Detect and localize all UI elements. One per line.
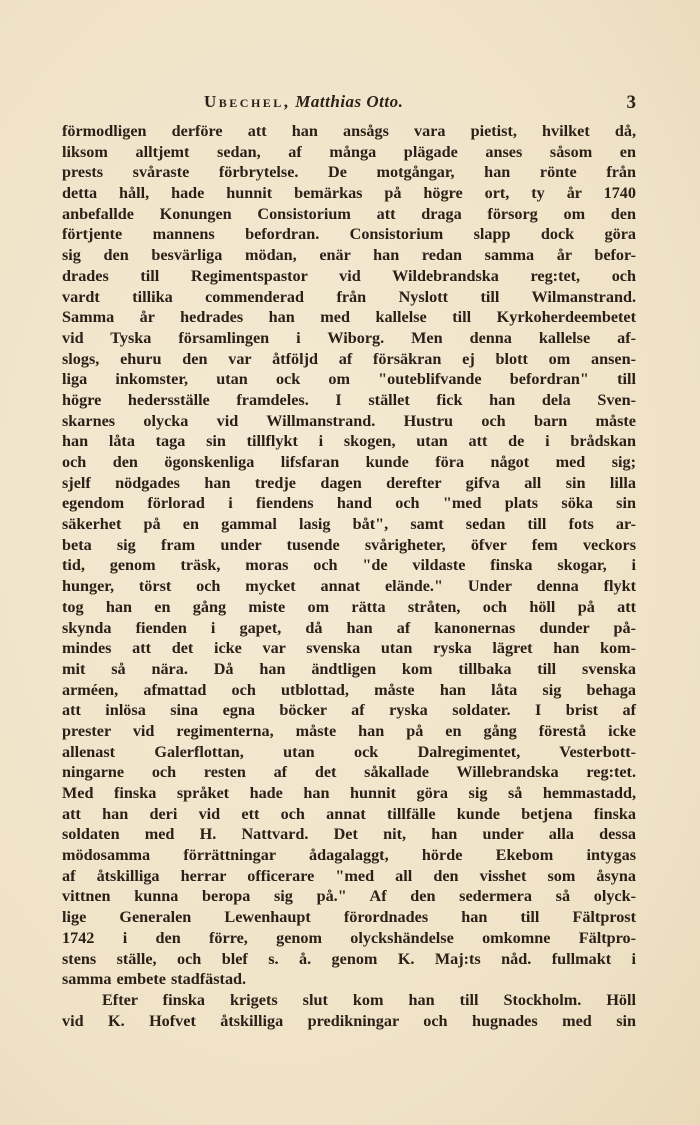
- text-line: drades till Regimentspastor vid Wildebrandska reg:tet, och: [62, 266, 636, 285]
- text-line: Efter finska krigets slut kom han till Stockholm. Höll: [102, 990, 636, 1009]
- text-line: samma embete stadfästad.: [62, 970, 247, 989]
- text-line: allenast Galerflottan, utan ock Dalregimentet, Vesterbott-: [62, 742, 636, 761]
- text-line: tog han en gång miste om rätta stråten, och höll på att: [62, 597, 636, 616]
- text-line: att inlösa sina egna böcker af ryska soldater. I brist af: [62, 701, 636, 720]
- text-line: mindes att det icke var svenska utan ryska lägret han kom-: [62, 639, 636, 658]
- text-line: mödosamma förrättningar ådagalaggt, hörde Ekebom intygas: [62, 846, 636, 865]
- text-line: Samma år hedrades han med kallelse till Kyrkoherdeembetet: [62, 308, 636, 327]
- text-line: förmodligen derföre att han ansågs vara pietist, hvilket då,: [62, 122, 636, 140]
- text-line: ningarne och resten af det såkallade Willebrandska reg:tet.: [62, 763, 636, 782]
- text-line: 1742 i den förre, genom olyckshändelse omkomne Fältpro-: [62, 928, 636, 947]
- text-line: att han deri vid ett och annat tillfälle kunde betjena finska: [62, 804, 636, 823]
- text-line: Med finska språket hade han hunnit göra sig så hemmastadd,: [62, 784, 636, 802]
- text-line: tid, genom träsk, moras och "de vildaste finska skogar, i: [62, 556, 636, 575]
- text-line: egendom förlorad i fiendens hand och "med plats söka sin: [62, 494, 636, 513]
- text-line: sig den besvärliga mödan, enär han redan samma år befor-: [62, 246, 636, 265]
- text-line: skynda fienden i gapet, då han af kanonernas dunder på-: [62, 618, 636, 637]
- text-line: anbefallde Konungen Consistorium att draga försorg om den: [62, 204, 636, 223]
- text-line: sjelf nödgades han tredje dagen derefter gifva all sin lilla: [62, 473, 636, 492]
- text-line: af åtskilliga herrar officerare "med all den visshet som åsyna: [62, 866, 636, 885]
- running-title: [204, 92, 403, 112]
- author-surname: Ubechel,: [204, 92, 291, 111]
- body-text: [62, 121, 636, 1031]
- text-line: prests svåraste förbrytelse. De motgångar, han rönte från: [62, 163, 636, 182]
- page-number: 3: [626, 92, 636, 113]
- text-line: skarnes olycka vid Willmanstrand. Hustru och barn måste: [62, 411, 636, 430]
- text-line: liga inkomster, utan ock om "outeblifvande befordran" till: [62, 370, 636, 389]
- text-line: hunger, törst och mycket annat elände." Under denna flykt: [62, 577, 636, 596]
- author-given-names: Matthias Otto.: [295, 92, 404, 111]
- text-line: beta sig fram under tusende svårigheter, öfver fem veckors: [62, 535, 636, 554]
- text-line: arméen, afmattad och utblottad, måste han låta sig behaga: [62, 680, 636, 699]
- text-line: vardt tillika commenderad från Nyslott till Wilmanstrand.: [62, 287, 636, 306]
- text-line: förtjente mannens befordran. Consistorium slapp dock göra: [62, 225, 636, 244]
- text-line: vid K. Hofvet åtskilliga predikningar och hugnades med sin: [62, 1011, 636, 1030]
- text-line: lige Generalen Lewenhaupt förordnades han till Fältprost: [62, 908, 636, 927]
- running-header: [62, 92, 636, 116]
- text-line: stens ställe, och blef s. å. genom K. Maj:ts nåd. fullmakt i: [62, 949, 636, 968]
- text-line: säkerhet på en gammal lasig båt", samt sedan till fots ar-: [62, 515, 636, 534]
- text-line: och den ögonskenliga lifsfaran kunde föra något med sig;: [62, 453, 636, 471]
- text-line: soldaten med H. Nattvard. Det nit, han under alla dessa: [62, 825, 636, 844]
- text-line: högre hedersställe framdeles. I stället fick han dela Sven-: [62, 390, 636, 409]
- text-line: liksom alltjemt sedan, af många plägade anses såsom en: [62, 142, 636, 161]
- text-line: detta håll, hade hunnit bemärkas på högre ort, ty år 1740: [62, 184, 636, 203]
- text-line: vittnen kunna beropa sig på." Af den sedermera så olyck-: [62, 887, 636, 906]
- text-line: vid Tyska församlingen i Wiborg. Men denna kallelse af-: [62, 328, 636, 347]
- text-line: slogs, ehuru den var åtföljd af försäkran ej blott om ansen-: [62, 349, 636, 368]
- text-line: mit så nära. Då han ändtligen kom tillbaka till svenska: [62, 659, 636, 678]
- text-line: prester vid regimenterna, måste han på en gång förestå icke: [62, 721, 636, 740]
- text-line: han låta taga sin tillflykt i skogen, utan att de i brådskan: [62, 432, 636, 451]
